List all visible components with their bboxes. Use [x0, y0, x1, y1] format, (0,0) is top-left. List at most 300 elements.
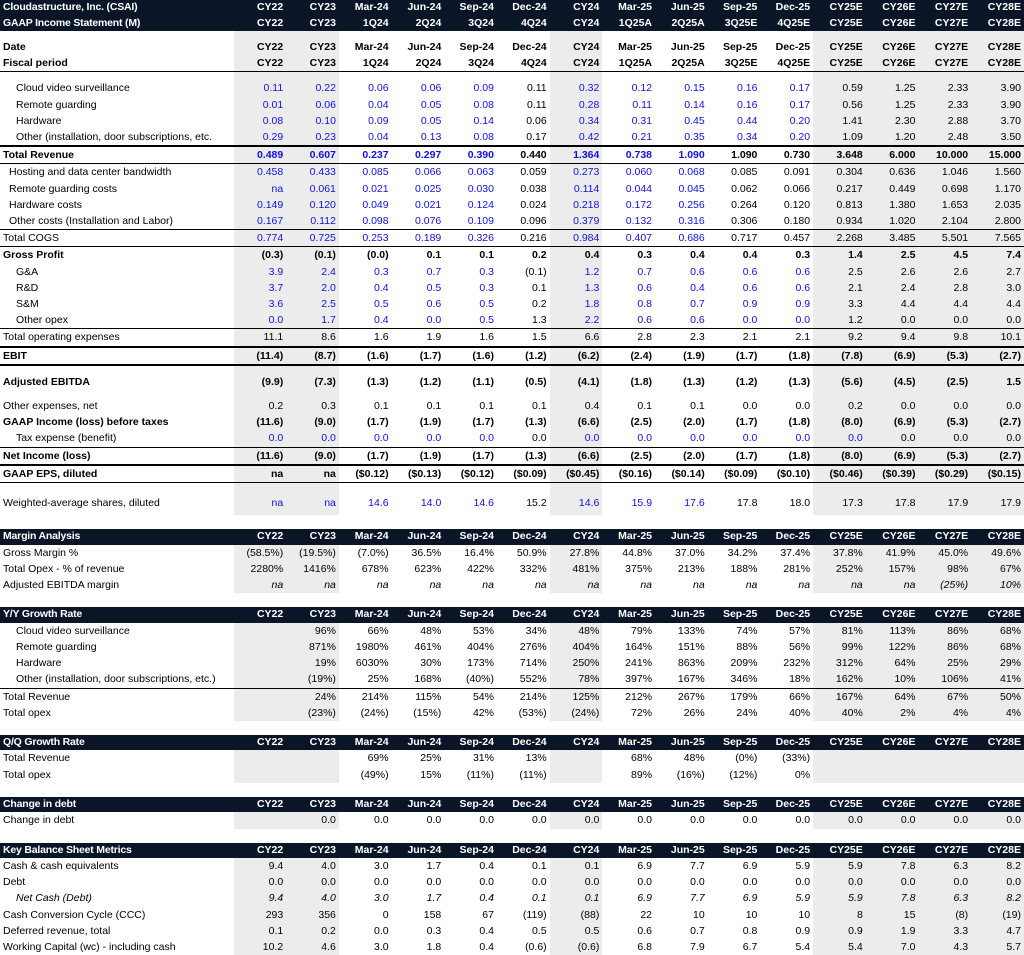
value-cell[interactable]: 250%	[550, 655, 603, 671]
value-cell[interactable]: na	[286, 465, 339, 483]
value-cell[interactable]: 0.237	[339, 146, 392, 164]
value-cell[interactable]: 0.264	[731, 198, 758, 211]
value-cell[interactable]: 0.0	[971, 312, 1024, 329]
fiscal-period-cell[interactable]: 3Q25E	[708, 55, 761, 72]
value-cell[interactable]: 24%	[286, 688, 339, 705]
value-cell[interactable]	[234, 767, 287, 783]
column-header[interactable]: Sep-25	[708, 607, 761, 623]
value-cell[interactable]: 0.1	[479, 400, 494, 413]
value-cell[interactable]: 0.0	[971, 812, 1024, 828]
value-cell[interactable]: 4.6	[286, 939, 339, 955]
column-header[interactable]: CY24	[550, 607, 603, 623]
date-cell[interactable]: CY26E	[866, 39, 919, 55]
value-cell[interactable]: (2.5)	[918, 374, 971, 390]
value-cell[interactable]: 4%	[918, 705, 971, 721]
value-cell[interactable]: 15.2	[526, 497, 547, 510]
value-cell[interactable]: 5.4	[813, 939, 866, 955]
value-cell[interactable]: 0.1	[426, 400, 442, 413]
value-cell[interactable]: 5.501	[918, 230, 971, 247]
value-cell[interactable]: 0.16	[736, 82, 758, 95]
value-cell[interactable]: 67	[482, 908, 494, 921]
value-cell[interactable]: 3.90	[971, 80, 1024, 96]
column-header[interactable]: CY22	[234, 735, 287, 751]
column-header[interactable]: Dec-24	[497, 735, 550, 751]
value-cell[interactable]: 68%	[971, 623, 1024, 639]
value-cell[interactable]: 8.2	[971, 858, 1024, 874]
value-cell[interactable]: 48%	[550, 623, 603, 639]
value-cell[interactable]: 0.0	[813, 874, 866, 890]
value-cell[interactable]: 10	[798, 908, 811, 921]
value-cell[interactable]: (6.9)	[866, 447, 919, 465]
value-cell[interactable]: (2.7)	[971, 347, 1024, 365]
value-cell[interactable]: (4.5)	[866, 374, 919, 390]
value-cell[interactable]: 67%	[971, 561, 1024, 577]
column-header[interactable]: CY26E	[866, 16, 919, 32]
value-cell[interactable]: 0.0	[795, 814, 811, 827]
column-header[interactable]: CY27E	[918, 529, 971, 545]
value-cell[interactable]: 96%	[286, 623, 339, 639]
value-cell[interactable]: ($0.12)	[444, 465, 497, 483]
value-cell[interactable]: 0.0	[918, 312, 971, 329]
value-cell[interactable]: (6.2)	[550, 347, 603, 365]
value-cell[interactable]: 0	[382, 908, 389, 921]
value-cell[interactable]: 0.14	[684, 98, 705, 111]
value-cell[interactable]: 5.9	[795, 892, 811, 905]
value-cell[interactable]: 0.024	[520, 198, 547, 211]
column-header[interactable]: CY28E	[971, 529, 1024, 545]
value-cell[interactable]: (1.9)	[419, 416, 442, 429]
value-cell[interactable]: (4.1)	[550, 374, 603, 390]
column-header[interactable]: CY23	[286, 529, 339, 545]
value-cell[interactable]: 0.068	[678, 166, 705, 179]
column-header[interactable]: CY27E	[918, 0, 971, 16]
value-cell[interactable]: (0.6)	[525, 941, 547, 954]
fiscal-period-cell[interactable]: 4Q25E	[760, 55, 813, 72]
value-cell[interactable]: 232%	[783, 657, 811, 670]
value-cell[interactable]	[918, 750, 971, 766]
value-cell[interactable]: 15.000	[971, 146, 1024, 164]
value-cell[interactable]: 0.32	[550, 80, 603, 96]
value-cell[interactable]: 0.6	[637, 924, 653, 937]
column-header[interactable]: Mar-25	[602, 843, 655, 859]
value-cell[interactable]: 0.1	[690, 400, 705, 413]
value-cell[interactable]: (23%)	[286, 705, 339, 721]
value-cell[interactable]: 48%	[420, 624, 442, 637]
value-cell[interactable]: 0.05	[420, 98, 442, 111]
value-cell[interactable]: (8.7)	[286, 347, 339, 365]
value-cell[interactable]: 0.109	[444, 213, 497, 230]
value-cell[interactable]: 397%	[602, 671, 655, 688]
value-cell[interactable]: na	[234, 181, 287, 197]
value-cell[interactable]: (24%)	[550, 705, 603, 721]
value-cell[interactable]: 113%	[866, 623, 919, 639]
column-header[interactable]: CY23	[286, 16, 339, 32]
value-cell[interactable]: 0.085	[362, 166, 389, 179]
value-cell[interactable]: 0.0	[392, 430, 445, 447]
fiscal-period-cell[interactable]: CY22	[234, 55, 287, 72]
column-header[interactable]: CY22	[234, 529, 287, 545]
fiscal-period-cell[interactable]: 2Q24	[392, 55, 445, 72]
column-header[interactable]: 4Q24	[497, 16, 550, 32]
value-cell[interactable]: 0.4	[339, 312, 392, 329]
value-cell[interactable]: 4.4	[866, 296, 919, 312]
value-cell[interactable]: 0.686	[655, 230, 708, 247]
value-cell[interactable]: ($0.15)	[971, 465, 1024, 483]
value-cell[interactable]: (15%)	[413, 706, 442, 719]
value-cell[interactable]: (1.9)	[392, 447, 445, 465]
value-cell[interactable]: 0.6	[742, 265, 758, 278]
value-cell[interactable]: 5.7	[971, 939, 1024, 955]
value-cell[interactable]: 10%	[866, 671, 919, 688]
column-header[interactable]: CY22	[234, 0, 287, 16]
value-cell[interactable]: 3.0	[373, 892, 389, 905]
value-cell[interactable]: 0.6	[795, 281, 811, 294]
value-cell[interactable]: 2.5	[813, 264, 866, 280]
value-cell[interactable]: 0.0	[690, 876, 705, 889]
value-cell[interactable]: 168%	[392, 671, 445, 688]
value-cell[interactable]: (6.6)	[550, 414, 603, 430]
value-cell[interactable]	[286, 767, 339, 783]
value-cell[interactable]: 7.7	[690, 892, 705, 905]
value-cell[interactable]: (88)	[550, 907, 603, 923]
value-cell[interactable]: 29%	[971, 655, 1024, 671]
value-cell[interactable]: 115%	[415, 690, 442, 703]
value-cell[interactable]	[234, 639, 287, 655]
value-cell[interactable]: 0.4	[479, 924, 494, 937]
value-cell[interactable]	[234, 688, 287, 705]
value-cell[interactable]: 2.035	[971, 197, 1024, 213]
value-cell[interactable]: 0.09	[368, 114, 389, 127]
column-header[interactable]: 3Q24	[444, 16, 497, 32]
value-cell[interactable]: 678%	[361, 562, 389, 575]
column-header[interactable]: Sep-24	[444, 843, 497, 859]
value-cell[interactable]: 2.1	[813, 280, 866, 296]
value-cell[interactable]: 0.5	[373, 298, 389, 311]
value-cell[interactable]: 0.1	[532, 892, 547, 905]
value-cell[interactable]: 0.021	[415, 198, 442, 211]
value-cell[interactable]	[866, 767, 919, 783]
value-cell[interactable]: 0.038	[520, 182, 547, 195]
value-cell[interactable]: 0.7	[690, 924, 705, 937]
value-cell[interactable]: ($0.46)	[813, 465, 866, 483]
value-cell[interactable]: 4.4	[971, 296, 1024, 312]
value-cell[interactable]: ($0.10)	[760, 465, 813, 483]
value-cell[interactable]: 0.189	[392, 230, 445, 247]
value-cell[interactable]: 0.06	[420, 82, 442, 95]
column-header[interactable]: CY26E	[866, 735, 919, 751]
value-cell[interactable]: 2.6	[918, 264, 971, 280]
value-cell[interactable]: (49%)	[360, 768, 389, 781]
value-cell[interactable]: 7.4	[971, 247, 1024, 264]
value-cell[interactable]: 0.0	[479, 876, 494, 889]
value-cell[interactable]: (1.3)	[497, 447, 550, 465]
column-header[interactable]: Sep-24	[444, 797, 497, 813]
value-cell[interactable]: 0.0	[373, 814, 389, 827]
value-cell[interactable]: 1.41	[813, 113, 866, 129]
value-cell[interactable]: 16.4%	[464, 546, 494, 559]
value-cell[interactable]: 7.8	[866, 858, 919, 874]
value-cell[interactable]: 6.7	[742, 941, 758, 954]
column-header[interactable]: Mar-25	[602, 797, 655, 813]
value-cell[interactable]: 2.0	[286, 280, 339, 296]
column-header[interactable]: CY27E	[918, 843, 971, 859]
value-cell[interactable]: 24%	[736, 706, 758, 719]
value-cell[interactable]: (1.3)	[788, 375, 811, 388]
value-cell[interactable]: 2.6	[866, 264, 919, 280]
value-cell[interactable]: 0.20	[789, 131, 811, 144]
value-cell[interactable]: 1.8	[426, 941, 442, 954]
value-cell[interactable]: 0.4	[479, 941, 494, 954]
value-cell[interactable]: 0.09	[473, 82, 494, 95]
date-cell[interactable]: Dec-25	[775, 41, 811, 53]
value-cell[interactable]: 0.273	[550, 164, 603, 181]
value-cell[interactable]: (2.0)	[655, 447, 708, 465]
value-cell[interactable]: (1.7)	[735, 416, 758, 429]
value-cell[interactable]: (1.3)	[525, 416, 547, 429]
value-cell[interactable]: 27.8%	[550, 545, 603, 561]
value-cell[interactable]: 0.0	[550, 430, 603, 447]
value-cell[interactable]: 0.8	[637, 298, 653, 311]
value-cell[interactable]: 1.7	[426, 860, 442, 873]
value-cell[interactable]: 0.0	[918, 874, 971, 890]
value-cell[interactable]: 0.6	[655, 312, 708, 329]
value-cell[interactable]: 0.0	[918, 430, 971, 447]
column-header[interactable]: Jun-25	[655, 0, 708, 16]
column-header[interactable]: Mar-24	[339, 529, 392, 545]
column-header[interactable]: CY22	[234, 843, 287, 859]
value-cell[interactable]: 1.560	[971, 164, 1024, 181]
value-cell[interactable]: 0.0	[742, 400, 758, 413]
value-cell[interactable]: 44.8%	[622, 546, 653, 559]
value-cell[interactable]: 10.2	[234, 939, 287, 955]
value-cell[interactable]: 481%	[550, 561, 603, 577]
value-cell[interactable]: 4%	[971, 705, 1024, 721]
value-cell[interactable]: 461%	[414, 640, 442, 653]
value-cell[interactable]: 0.0	[866, 430, 919, 447]
date-cell[interactable]: Sep-24	[459, 41, 494, 53]
value-cell[interactable]: 162%	[813, 671, 866, 688]
value-cell[interactable]: 1.2	[550, 264, 603, 280]
value-cell[interactable]: 863%	[677, 657, 705, 670]
value-cell[interactable]: 0.42	[550, 129, 603, 146]
value-cell[interactable]: 179%	[730, 690, 758, 703]
value-cell[interactable]: 30%	[420, 657, 442, 670]
value-cell[interactable]: (1.7)	[339, 447, 392, 465]
column-header[interactable]: Jun-24	[392, 529, 445, 545]
value-cell[interactable]: 0.6	[637, 281, 653, 294]
value-cell[interactable]: 2.2	[550, 312, 603, 329]
value-cell[interactable]: 0.172	[625, 198, 653, 211]
value-cell[interactable]: 2.3	[655, 329, 708, 347]
value-cell[interactable]: (2.7)	[971, 447, 1024, 465]
value-cell[interactable]: (11.6)	[234, 414, 287, 430]
value-cell[interactable]: 68%	[971, 639, 1024, 655]
column-header[interactable]: Mar-25	[602, 529, 655, 545]
value-cell[interactable]: 3.0	[373, 941, 389, 954]
value-cell[interactable]: na	[429, 578, 442, 591]
value-cell[interactable]: 0.326	[444, 230, 497, 247]
value-cell[interactable]: (8)	[918, 907, 971, 923]
value-cell[interactable]: 1.046	[918, 164, 971, 181]
value-cell[interactable]: 5.9	[795, 860, 811, 873]
value-cell[interactable]: (0.1)	[286, 247, 339, 264]
value-cell[interactable]: 1.9	[866, 923, 919, 939]
value-cell[interactable]: 6.9	[742, 860, 758, 873]
fiscal-period-cell[interactable]: CY28E	[971, 55, 1024, 72]
value-cell[interactable]: 9.4	[866, 329, 919, 347]
value-cell[interactable]: 0.0	[602, 430, 655, 447]
value-cell[interactable]: 0.0	[550, 812, 603, 828]
value-cell[interactable]: 0.6	[690, 265, 705, 278]
value-cell[interactable]: 0.0	[760, 312, 813, 329]
value-cell[interactable]: 0.13	[420, 131, 442, 144]
column-header[interactable]: CY24	[550, 735, 603, 751]
column-header[interactable]: Sep-25	[708, 797, 761, 813]
value-cell[interactable]: 1.6	[339, 329, 392, 347]
value-cell[interactable]: 3.3	[813, 296, 866, 312]
value-cell[interactable]: 1.9	[392, 329, 445, 347]
value-cell[interactable]: 4.5	[918, 247, 971, 264]
fiscal-period-cell[interactable]: CY27E	[918, 55, 971, 72]
value-cell[interactable]: 0.11	[234, 80, 287, 96]
value-cell[interactable]: ($0.09)	[497, 465, 550, 483]
value-cell[interactable]: 0.1	[532, 400, 547, 413]
value-cell[interactable]: (1.6)	[339, 347, 392, 365]
value-cell[interactable]: 0.813	[813, 197, 866, 213]
value-cell[interactable]: (7.0%)	[357, 546, 389, 559]
value-cell[interactable]: 267%	[677, 690, 705, 703]
fiscal-period-cell[interactable]: CY26E	[866, 55, 919, 72]
value-cell[interactable]: 17.8	[866, 491, 919, 515]
value-cell[interactable]: 0.4	[479, 892, 494, 905]
value-cell[interactable]: 125%	[550, 688, 603, 705]
value-cell[interactable]	[234, 750, 287, 766]
value-cell[interactable]: (2.4)	[602, 347, 655, 365]
value-cell[interactable]: 0.3	[479, 265, 494, 278]
value-cell[interactable]: 17.9	[971, 491, 1024, 515]
value-cell[interactable]: 74%	[736, 624, 758, 637]
date-cell[interactable]: CY24	[550, 39, 603, 55]
value-cell[interactable]: 0.6	[602, 312, 655, 329]
value-cell[interactable]: 50.9%	[516, 546, 547, 559]
column-header[interactable]: Sep-25	[708, 529, 761, 545]
value-cell[interactable]: 0.9	[813, 923, 866, 939]
value-cell[interactable]: 79%	[631, 624, 653, 637]
value-cell[interactable]: 0.306	[708, 213, 761, 230]
value-cell[interactable]: 0.44	[736, 114, 758, 127]
value-cell[interactable]: 8.2	[971, 890, 1024, 906]
value-cell[interactable]: 0.5	[444, 312, 497, 329]
value-cell[interactable]: 0.45	[684, 114, 705, 127]
value-cell[interactable]: 81%	[813, 623, 866, 639]
column-header[interactable]: Jun-25	[655, 607, 708, 623]
value-cell[interactable]: (5.3)	[918, 447, 971, 465]
value-cell[interactable]: 0.066	[783, 182, 811, 195]
value-cell[interactable]: 0.0	[234, 312, 287, 329]
value-cell[interactable]: 0.22	[286, 80, 339, 96]
value-cell[interactable]: na	[234, 491, 287, 515]
value-cell[interactable]: 78%	[550, 671, 603, 688]
date-cell[interactable]: Mar-25	[618, 41, 653, 53]
value-cell[interactable]: ($0.09)	[708, 465, 761, 483]
value-cell[interactable]: 36.5%	[411, 546, 442, 559]
value-cell[interactable]: 57%	[789, 624, 811, 637]
value-cell[interactable]: 1.8	[550, 296, 603, 312]
value-cell[interactable]	[234, 655, 287, 671]
value-cell[interactable]: 0.045	[678, 182, 705, 195]
value-cell[interactable]: 6.9	[637, 892, 653, 905]
value-cell[interactable]: 1.4	[813, 247, 866, 264]
column-header[interactable]: Dec-25	[760, 529, 813, 545]
value-cell[interactable]: 15%	[420, 768, 442, 781]
value-cell[interactable]: 69%	[367, 752, 389, 765]
column-header[interactable]: Jun-25	[655, 843, 708, 859]
column-header[interactable]: CY27E	[918, 16, 971, 32]
value-cell[interactable]: (1.9)	[655, 347, 708, 365]
value-cell[interactable]: 34%	[525, 624, 547, 637]
value-cell[interactable]: 66%	[367, 624, 389, 637]
column-header[interactable]: CY23	[286, 843, 339, 859]
value-cell[interactable]: 25%	[339, 671, 392, 688]
value-cell[interactable]: (6.9)	[866, 414, 919, 430]
column-header[interactable]: CY26E	[866, 529, 919, 545]
value-cell[interactable]: 0.11	[632, 98, 653, 111]
value-cell[interactable]: 0.1	[234, 923, 287, 939]
date-cell[interactable]: Mar-24	[354, 41, 389, 53]
value-cell[interactable]: 6.8	[637, 941, 653, 954]
value-cell[interactable]: 0.1	[532, 281, 547, 294]
value-cell[interactable]: 0.31	[631, 114, 653, 127]
value-cell[interactable]: (11%)	[466, 768, 494, 781]
value-cell[interactable]: 19%	[286, 655, 339, 671]
value-cell[interactable]: 0.256	[678, 198, 705, 211]
value-cell[interactable]: 0.3	[795, 249, 811, 262]
value-cell[interactable]: 2.800	[971, 213, 1024, 230]
value-cell[interactable]: 0.0	[708, 430, 761, 447]
value-cell[interactable]: 0.2	[286, 923, 339, 939]
value-cell[interactable]: 0.6	[795, 265, 811, 278]
column-header[interactable]: CY23	[286, 607, 339, 623]
column-header[interactable]: 1Q25A	[602, 16, 655, 32]
value-cell[interactable]: 14.6	[550, 491, 603, 515]
value-cell[interactable]: 0.0	[813, 430, 866, 447]
value-cell[interactable]: 0.0	[550, 874, 603, 890]
value-cell[interactable]: (1.6)	[444, 347, 497, 365]
value-cell[interactable]: 404%	[467, 640, 494, 653]
value-cell[interactable]: 99%	[813, 639, 866, 655]
value-cell[interactable]: 68%	[631, 752, 653, 765]
value-cell[interactable]: (58.5%)	[234, 545, 287, 561]
value-cell[interactable]: 53%	[472, 624, 494, 637]
column-header[interactable]: CY27E	[918, 735, 971, 751]
value-cell[interactable]: 10.000	[918, 146, 971, 164]
column-header[interactable]: Jun-24	[392, 797, 445, 813]
value-cell[interactable]: 0.059	[520, 166, 547, 179]
value-cell[interactable]: 7.0	[866, 939, 919, 955]
value-cell[interactable]: 0.17	[789, 98, 811, 111]
value-cell[interactable]: 2.33	[918, 97, 971, 113]
column-header[interactable]: Mar-24	[339, 843, 392, 859]
column-header[interactable]: CY24	[550, 0, 603, 16]
value-cell[interactable]: 0.449	[866, 181, 919, 197]
value-cell[interactable]	[971, 750, 1024, 766]
value-cell[interactable]: 6.9	[637, 860, 653, 873]
column-header[interactable]: Sep-24	[444, 529, 497, 545]
value-cell[interactable]: 3.3	[918, 923, 971, 939]
value-cell[interactable]: 0.06	[526, 114, 547, 127]
value-cell[interactable]: 37.4%	[780, 546, 811, 559]
value-cell[interactable]: 0.01	[234, 97, 287, 113]
